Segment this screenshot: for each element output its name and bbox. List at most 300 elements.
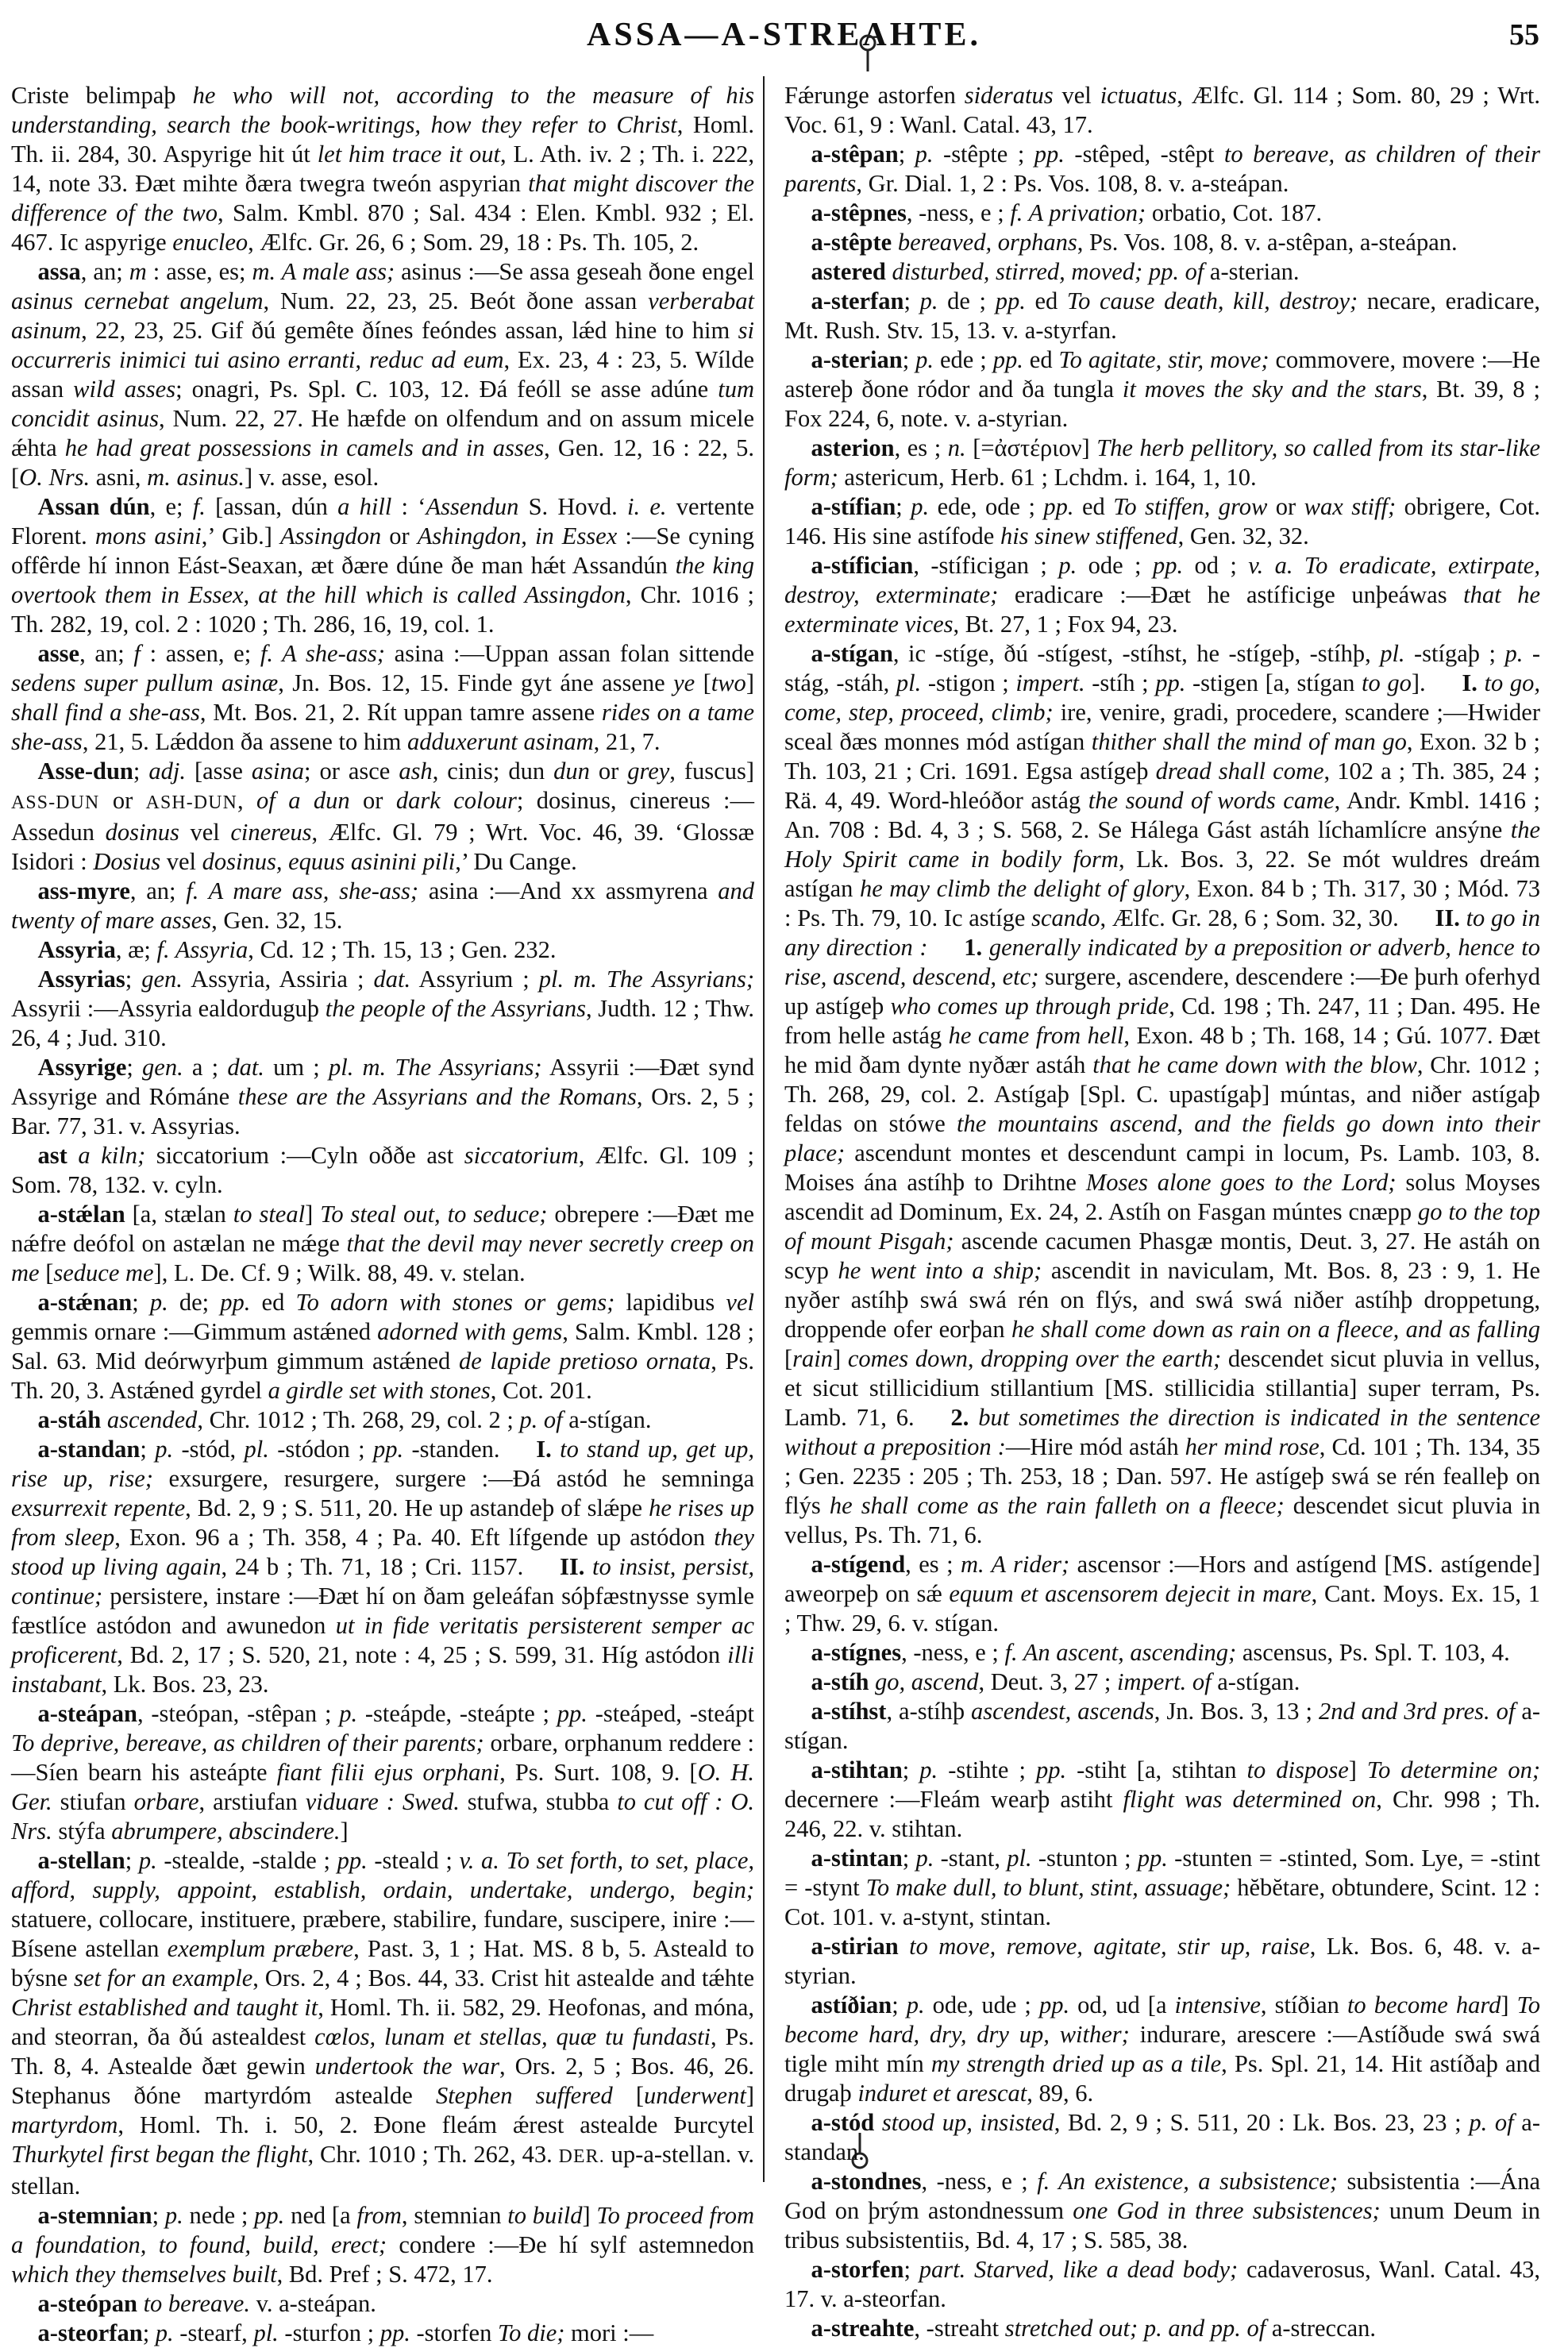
entry-text-run: pp. of: [1148, 258, 1204, 285]
entry-text-run: 1.: [964, 934, 983, 961]
entry-text-run: Assyrii :—Assyria ealdorduguþ: [11, 995, 326, 1022]
dictionary-entry: [784, 1550, 1540, 1638]
entry-text-run: , -streaht: [914, 2315, 1005, 2342]
entry-text-run: , Bd. 2, 9 ; S. 511, 20. He up astandeþ of slǽpe: [185, 1494, 649, 1521]
dictionary-entry: [784, 345, 1540, 434]
entry-text-run: gen.: [141, 966, 183, 993]
entry-text-run: [969, 1404, 978, 1431]
entry-text-run: f. A she-ass;: [260, 640, 385, 667]
dictionary-entry: [11, 492, 754, 639]
entry-text-run: a-stêpte: [811, 229, 892, 256]
dictionary-entry: [11, 877, 754, 935]
entry-text-run: , 102 a ; Th. 385, 24 ; Rä. 4, 49. Word-hleóðor astág: [784, 758, 1540, 814]
entry-text-run: : ‘: [391, 493, 426, 520]
entry-text-run: To determine on;: [1366, 1756, 1540, 1783]
entry-text-run: subsistentia :—Ána God on þrým astondnessum: [784, 2168, 1540, 2224]
entry-text-run: pp.: [1034, 141, 1065, 168]
entry-text-run: I.: [536, 1436, 552, 1463]
entry-text-run: [: [695, 669, 711, 696]
entry-text-run: pl. m. The Assyrians;: [538, 966, 754, 993]
entry-text-run: , Gen. 32, 32.: [1177, 522, 1309, 549]
entry-text-run: a-stífian: [811, 493, 896, 520]
entry-text-run: vel: [1053, 82, 1100, 109]
entry-text-run: v. a-steápan.: [249, 2290, 376, 2317]
entry-text-run: , Chr. 1016 ; Th. 282, 19, col. 2 : 1020 ; Th. 286, 16, 19, col. 1.: [11, 581, 754, 638]
entry-text-run: the king overtook them in Essex, at the hill which is called Assingdon: [11, 552, 754, 608]
page-number: 55: [1509, 18, 1539, 52]
entry-text-run: he who will not, according to the measure of his understanding, search the book-writings, how they refer to Christ: [11, 82, 754, 138]
entry-text-run: ]: [340, 1818, 349, 1845]
entry-text-run: , ic -stíge, ðú -stígest, -stíhst, he -stígeþ, -stíhþ,: [892, 640, 1381, 667]
entry-text-run: f. An ascent, ascending;: [1004, 1639, 1237, 1666]
entry-text-run: pl.: [1380, 640, 1405, 667]
entry-text-run: -sturfon ;: [278, 2319, 380, 2346]
entry-text-run: to build: [507, 2202, 583, 2229]
entry-text-run: ,’ Du Cange.: [455, 848, 577, 875]
entry-text-run: ;: [892, 1991, 907, 2018]
entry-text-run: , fuscus]: [669, 758, 754, 785]
entry-text-run: p.: [911, 493, 930, 520]
entry-text-run: surgere, ascendere, descendere :—Ðe þurh oferhyd up astígeþ: [784, 963, 1540, 1020]
dictionary-entry: [784, 287, 1540, 345]
entry-text-run: To steal out, to seduce;: [320, 1201, 548, 1228]
entry-text-run: -stealde, -stalde ;: [156, 1847, 337, 1874]
dictionary-entry: [11, 2289, 754, 2319]
dictionary-entry: [11, 1200, 754, 1288]
entry-text-run: a-sterian.: [1204, 258, 1300, 285]
entry-text-run: , an;: [80, 258, 129, 285]
entry-text-run: [=ἀστέριον]: [965, 434, 1097, 461]
entry-text-run: , Jn. Bos. 3, 13 ;: [1154, 1698, 1319, 1725]
entry-text-run: he shall come as the rain falleth on a fleece;: [829, 1492, 1285, 1519]
entry-text-run: , Cd. 101 ; Th. 134, 35 ; Gen. 2235 : 205 ; Th. 253, 18 ; Dan. 597. He astígeþ swá se rén fealleþ on flýs: [784, 1433, 1540, 1519]
entry-text-run: that the devil may never secretly creep on me: [11, 1230, 754, 1286]
entry-text-run: go, ascend: [875, 1668, 979, 1695]
entry-text-run: a-streccan.: [1266, 2315, 1377, 2342]
entry-text-run: sedens super pullum asinæ: [11, 669, 279, 696]
entry-text-run: , -ness, e ;: [906, 199, 1011, 226]
entry-text-run: -stant,: [934, 1845, 1007, 1872]
entry-text-run: exsurrexit repente: [11, 1494, 186, 1521]
entry-text-run: od, ud [a: [1069, 1991, 1175, 2018]
entry-text-run: Assyrias: [37, 966, 125, 993]
entry-text-run: Assyrium ;: [410, 966, 539, 993]
dictionary-entry: [11, 1053, 754, 1141]
entry-text-run: thither shall the mind of man go: [1091, 728, 1407, 755]
entry-text-run: , 21, 5. Lǽddon ða assene to him: [82, 728, 407, 755]
entry-text-run: p.: [915, 1845, 934, 1872]
dictionary-entry: [11, 935, 754, 965]
entry-text-run: f: [133, 640, 141, 667]
entry-text-run: , Ps. Spl. 21, 14. Hit astíðaþ and drugaþ: [784, 2050, 1540, 2107]
entry-text-run: fiant filii ejus orphani: [276, 1759, 500, 1786]
entry-text-run: ;: [142, 2319, 156, 2346]
entry-text-run: his sinew stiffened: [1000, 522, 1178, 549]
entry-text-run: ;: [903, 2256, 919, 2283]
entry-text-run: [: [784, 1345, 793, 1372]
entry-text-run: he went into a ship;: [838, 1257, 1042, 1284]
entry-text-run: astered: [811, 258, 886, 285]
entry-text-run: p.: [155, 1436, 174, 1463]
entry-text-run: , stemnian: [401, 2202, 508, 2229]
entry-text-run: Assan dún: [37, 493, 150, 520]
entry-text-run: sideratus: [964, 82, 1054, 109]
entry-text-run: disturbed, stirred, moved;: [892, 258, 1143, 285]
entry-text-run: tum concidit asinus: [11, 376, 754, 432]
entry-text-run: [982, 934, 989, 961]
entry-text-run: , arstiufan: [198, 1788, 306, 1815]
entry-text-run: up-a-stellan. v. stellan.: [11, 2141, 754, 2200]
entry-text-run: obrepere :—Ðæt me nǽfre deófol on astælan ne mǽge: [11, 1201, 754, 1257]
entry-text-run: pp.: [992, 346, 1023, 373]
entry-text-run: a-stífician: [811, 552, 914, 579]
entry-text-run: [a, stælan: [125, 1201, 233, 1228]
entry-text-run: pl. m. The Assyrians;: [328, 1054, 542, 1081]
dictionary-entry: [784, 492, 1540, 551]
entry-text-run: asinus cernebat angelum: [11, 287, 264, 314]
entry-text-run: ed: [1023, 346, 1059, 373]
entry-text-run: , Homl. Th. ii. 582, 29. Heofonas, and móna, and steorran, ða ðú astealdest: [11, 1994, 754, 2050]
entry-text-run: he rises up from sleep: [11, 1494, 754, 1551]
entry-text-run: pp.: [379, 2319, 410, 2346]
entry-text-run: ast: [37, 1142, 67, 1169]
entry-text-run: to become hard: [1346, 1991, 1501, 2018]
entry-text-run: a-stód: [811, 2109, 875, 2136]
entry-text-run: which they themselves built: [11, 2261, 277, 2288]
entry-text-run: undertook the war: [314, 2053, 499, 2080]
entry-text-run: comes down, dropping over the earth;: [847, 1345, 1222, 1372]
entry-text-run: II.: [559, 1553, 585, 1580]
entry-text-run: , e;: [149, 493, 193, 520]
entry-text-run: -stód,: [173, 1436, 245, 1463]
entry-text-run: , Salm. Kmbl. 870 ; Sal. 434 : Elen. Kmbl. 932 ; El. 467. Ic aspyrige: [11, 199, 754, 256]
entry-text-run: asina :—Uppan assan folan sittende: [384, 640, 754, 667]
entry-text-run: , an;: [129, 877, 187, 904]
entry-text-run: to dispose: [1246, 1756, 1349, 1783]
dictionary-entry: [784, 257, 1540, 287]
entry-text-run: [584, 1553, 592, 1580]
entry-text-run: , Num. 22, 27. He hæfde on olfendum and on assum micele ǽhta: [11, 405, 754, 461]
entry-text-run: verberabat asinum: [11, 287, 754, 344]
entry-text-run: wax stiff;: [1304, 493, 1397, 520]
entry-text-run: ].: [1411, 669, 1426, 696]
entry-text-run: seduce me: [53, 1259, 154, 1286]
entry-text-run: [892, 229, 898, 256]
entry-text-run: ed: [1073, 493, 1114, 520]
entry-text-run: p.: [906, 1991, 925, 2018]
entry-text-run: ]: [1501, 1991, 1517, 2018]
entry-text-run: -stág, -stáh,: [784, 640, 1540, 696]
dictionary-entry: [784, 1668, 1540, 1697]
entry-text-run: dread shall come: [1155, 758, 1324, 785]
entry-text-run: p. of: [519, 1406, 563, 1433]
entry-text-run: O. Nrs.: [19, 464, 91, 491]
entry-text-run: asni,: [90, 464, 148, 491]
entry-text-run: impert. of: [1117, 1668, 1212, 1695]
entry-text-run: indurare, arescere :—Astíðude swá swá tigle miht mín: [784, 2021, 1540, 2077]
entry-text-run: -stêped, -stêpt: [1064, 141, 1224, 168]
entry-text-run: Fǽrunge astorfen: [784, 82, 965, 109]
entry-text-run: of a dun: [256, 787, 350, 814]
entry-text-run: ;: [898, 141, 915, 168]
entry-text-run: mori :—: [564, 2319, 654, 2346]
entry-text-run: a-stíhst: [811, 1698, 887, 1725]
entry-text-run: , Ex. 23, 4 : 23, 5. Wílde assan: [11, 346, 755, 403]
dictionary-entry: [784, 551, 1540, 639]
entry-text-run: the mountains ascend, and the fields go down into their place;: [784, 1110, 1540, 1166]
entry-text-run: f. Assyria: [156, 936, 248, 963]
entry-text-run: p.: [919, 287, 938, 314]
dictionary-entry: [784, 1991, 1540, 2108]
entry-text-run: ascended: [106, 1406, 198, 1433]
entry-text-run: , Bd. Pref ; S. 472, 17.: [276, 2261, 493, 2288]
dictionary-entry: [11, 639, 754, 757]
entry-text-run: , Ors. 2, 5 ; Bar. 77, 31. v. Assyrias.: [11, 1083, 754, 1139]
entry-text-run: siccatorium :—Cyln oððe ast: [145, 1142, 464, 1169]
entry-text-run: ned [a: [284, 2202, 357, 2229]
dictionary-entry: [784, 199, 1540, 228]
entry-text-run: enucleo: [172, 229, 248, 256]
entry-text-run: f. A privation;: [1010, 199, 1146, 226]
entry-text-run: , Homl. Th. ii. 284, 30. Aspyrige hit út: [11, 111, 754, 168]
entry-text-run: -stódon ;: [268, 1436, 374, 1463]
entry-text-run: intensive: [1174, 1991, 1261, 2018]
entry-text-run: astericum, Herb. 61 ; Lchdm. i. 164, 1, 10.: [838, 464, 1257, 491]
entry-text-run: , Homl. Th. i. 50, 2. Ðone fleám ǽrest astealde Þurcytel: [118, 2111, 754, 2138]
entry-text-run: -storfen: [410, 2319, 498, 2346]
entry-text-run: ode, ude ;: [924, 1991, 1039, 2018]
entry-text-run: DER.: [558, 2146, 605, 2167]
entry-text-run: a kiln;: [78, 1142, 146, 1169]
entry-text-run: stiufan: [52, 1788, 134, 1815]
entry-text-run: [874, 2109, 882, 2136]
entry-text-run: Assyria, Assiria ;: [182, 966, 374, 993]
entry-text-run: , Mt. Bos. 21, 2. Rít uppan tamre assene: [199, 699, 602, 726]
dictionary-entry: [784, 1932, 1540, 1991]
entry-text-run: [395, 1788, 403, 1815]
entry-text-run: ;: [140, 1436, 156, 1463]
entry-text-run: my strength dried up as a tile: [930, 2050, 1222, 2077]
entry-text-run: that he came down with the blow: [1092, 1051, 1417, 1078]
dictionary-entry: [784, 2255, 1540, 2314]
entry-text-run: pp.: [337, 1847, 368, 1874]
dictionary-entry: [784, 1638, 1540, 1668]
entry-text-run: a-stíh: [811, 1668, 869, 1695]
entry-text-run: a-steorfan: [37, 2319, 143, 2346]
entry-text-run: let him trace it out: [317, 141, 500, 168]
entry-text-run: stufwa, stubba: [459, 1788, 618, 1815]
entry-text-run: um ;: [264, 1054, 329, 1081]
entry-text-run: flight was determined on: [1123, 1786, 1377, 1813]
entry-text-run: ASS-DUN: [11, 792, 100, 813]
entry-text-run: , Exon. 96 a ; Th. 358, 4 ; Pa. 40. Eft lífgende up astódon: [114, 1524, 715, 1551]
entry-text-run: to bereave.: [143, 2290, 250, 2317]
entry-text-run: si occurreris inimici tui asino erranti, reduc ad eum: [11, 317, 754, 373]
entry-text-run: To agitate, stir, move;: [1058, 346, 1269, 373]
entry-text-run: asina: [251, 758, 304, 785]
entry-text-run: ]: [1348, 1756, 1367, 1783]
entry-text-run: ; onagri, Ps. Spl. C. 103, 12. Ðá feóll se asse adúne: [175, 376, 719, 403]
entry-text-run: condere :—Ðe hí sylf astemnedon: [386, 2231, 754, 2258]
entry-text-run: rain: [792, 1345, 834, 1372]
entry-text-run: de ;: [938, 287, 996, 314]
entry-text-run: ede ;: [934, 346, 993, 373]
entry-text-run: they stood up living again: [11, 1524, 754, 1580]
entry-text-run: a hill: [337, 493, 392, 520]
entry-text-run: ]: [745, 669, 754, 696]
entry-text-run: , Num. 22, 23, 25. Beót ðone assan: [263, 287, 649, 314]
entry-text-run: , L. Ath. iv. 2 ; Th. i. 222, 14, note 33. Ðæt mihte ðæra twegra tweón aspyrian: [11, 141, 754, 197]
dictionary-entry: [11, 1699, 754, 1846]
entry-text-run: To stiffen, grow: [1113, 493, 1268, 520]
dictionary-entry: [784, 2167, 1540, 2255]
entry-text-run: , a-stíhþ: [886, 1698, 972, 1725]
column-divider-rule: [763, 76, 765, 2182]
entry-text-run: p.: [138, 1847, 157, 1874]
entry-text-run: , Jn. Bos. 12, 15. Finde gyt áne assene: [278, 669, 674, 696]
dictionary-entry: [11, 1141, 754, 1200]
entry-text-run: To proceed from a foundation, to found, build, erect;: [11, 2202, 754, 2258]
entry-text-run: stýfa: [52, 1818, 112, 1845]
entry-text-run: to cut off :: [617, 1788, 723, 1815]
entry-text-run: , Deut. 3, 27 ;: [978, 1668, 1118, 1695]
entry-text-run: ]: [305, 1201, 321, 1228]
entry-text-run: f. A mare ass, she-ass;: [186, 877, 419, 904]
entry-text-run: asina :—And xx assmyrena: [418, 877, 719, 904]
entry-text-run: [137, 2290, 144, 2317]
entry-text-run: Swed.: [402, 1788, 460, 1815]
entry-text-run: -steáped, -steápt: [587, 1700, 755, 1727]
entry-text-run: induret et arescat: [857, 2080, 1027, 2107]
entry-text-run: ascensor :—Hors and astígend [MS. astígende] aweorpeþ on sǽ: [784, 1551, 1540, 1607]
entry-text-run: a-stígan.: [784, 1698, 1541, 1754]
entry-text-run: p.: [915, 141, 934, 168]
entry-text-run: Assingdon: [280, 522, 382, 549]
entry-text-run: [1138, 2315, 1144, 2342]
entry-text-run: equum et ascensorem dejecit in mare: [949, 1580, 1312, 1607]
entry-text-run: ], L. De. Cf. 9 ; Wilk. 88, 49. v. stelan.: [153, 1259, 526, 1286]
entry-text-run: vel: [179, 819, 231, 846]
entry-text-run: m. A rider;: [961, 1551, 1070, 1578]
entry-text-run: or: [99, 787, 146, 814]
entry-text-run: p.: [919, 1756, 938, 1783]
entry-text-run: dosinus, equus asinini pili: [202, 848, 456, 875]
entry-text-run: a ;: [183, 1054, 228, 1081]
entry-text-run: II.: [1435, 904, 1460, 931]
entry-text-run: stretched out;: [1004, 2315, 1138, 2342]
entry-text-run: [101, 1406, 107, 1433]
dictionary-entry: [784, 1844, 1540, 1932]
entry-text-run: , Exon. 48 b ; Th. 168, 14 ; Gú. 1077. Ðæt he mid ðam dynte nyðær astáh: [784, 1022, 1540, 1078]
entry-text-run: dat.: [227, 1054, 264, 1081]
entry-text-run: siccatorium: [464, 1142, 579, 1169]
entry-text-run: scando: [1031, 904, 1100, 931]
entry-text-run: to bereave, as children of their parents: [784, 141, 1540, 197]
entry-text-run: ;: [152, 2202, 165, 2229]
entry-text-run: ed: [250, 1289, 296, 1316]
entry-text-run: de lapide pretioso ornata: [458, 1347, 711, 1374]
entry-text-run: gemmis ornare :—Gimmum astǽned: [11, 1318, 378, 1345]
entry-text-run: shall find a she-ass: [11, 699, 200, 726]
entry-text-run: exemplum præbere: [167, 1935, 354, 1962]
entry-text-run: martyrdom: [11, 2111, 118, 2138]
entry-text-run: mons asini: [94, 522, 202, 549]
entry-text-run: a-storfen: [811, 2256, 904, 2283]
entry-text-run: ;: [132, 1289, 150, 1316]
entry-text-run: -stunton ;: [1031, 1845, 1138, 1872]
entry-text-run: Criste belimpaþ: [11, 82, 193, 109]
entry-text-run: statuere, collocare, instituere, præbere, stabilire, fundare, suscipere, inire :—Bísene astellan: [11, 1906, 754, 1962]
entry-text-run: , Lk. Bos. 23, 23.: [101, 1671, 269, 1698]
entry-text-run: dat.: [373, 966, 411, 993]
entry-text-run: , 24 b ; Th. 71, 18 ; Cri. 1157.: [221, 1553, 524, 1580]
entry-text-run: ;: [125, 966, 142, 993]
entry-text-run: Moses alone goes to the Lord;: [1085, 1169, 1397, 1196]
entry-text-run: Assyrige: [37, 1054, 127, 1081]
entry-text-run: p.: [155, 2319, 174, 2346]
entry-text-run: , Ps. Vos. 108, 8. v. a-stêpan, a-steápan.: [1077, 229, 1458, 256]
entry-text-run: from: [356, 2202, 402, 2229]
dictionary-entry: [11, 1846, 754, 2201]
entry-text-run: eradicare :—Ðæt he astíficige unþeáwas: [998, 581, 1464, 608]
entry-text-run: , stíðian: [1260, 1991, 1347, 2018]
entry-text-run: one God in three subsistences;: [1073, 2197, 1381, 2224]
entry-text-run: that he exterminate vices: [784, 581, 1540, 638]
entry-text-run: ede, ode ;: [929, 493, 1044, 520]
entry-text-run: , Andr. Kmbl. 1416 ; An. 708 : Bd. 4, 3 ; S. 568, 2. Se Hálega Gást astáh líchamlícre ansýne: [784, 787, 1541, 843]
entry-text-run: , 21, 7.: [593, 728, 661, 755]
entry-text-run: To become hard, dry, dry up, wither;: [784, 1991, 1540, 2048]
entry-text-run: solus Moyses ascendit ad Dominum, Ex. 24, 2. Astíh on Fasgan múntes cnæpp: [784, 1169, 1540, 1225]
entry-text-run: , Ps. Th. 20, 3. Astǽned gyrdel: [11, 1347, 754, 1404]
entry-text-run: , Gen. 12, 16 : 22, 5. [: [11, 434, 754, 491]
dictionary-entry: [784, 81, 1540, 140]
entry-text-run: cœlos, lunam et stellas, quæ tu fundasti: [314, 2023, 711, 2050]
entry-text-run: grey: [627, 758, 670, 785]
entry-text-run: , Past. 3, 1 ; Hat. MS. 8 b, 5. Asteald to býsne: [11, 1935, 754, 1991]
entry-text-run: pp.: [1152, 552, 1184, 579]
entry-text-run: orbatio, Cot. 187.: [1146, 199, 1323, 226]
entry-text-run: , Ors. 2, 4 ; Bos. 44, 33. Crist hit astealde and tǽhte: [252, 1964, 754, 1991]
entry-text-run: f. An existence, a subsistence;: [1037, 2168, 1339, 2195]
entry-text-run: -stunten = -stinted, Som. Lye, = -stint = -stynt: [784, 1845, 1540, 1901]
entry-text-run: ASH-DUN: [145, 792, 237, 813]
entry-text-run: necare, eradicare, Mt. Rush. Stv. 15, 13. v. a-styrfan.: [784, 287, 1541, 344]
entry-text-run: Stephen suffered: [435, 2082, 613, 2109]
entry-text-run: a-stígan.: [562, 1406, 652, 1433]
page-title: ASSA—A-STREAHTE.: [587, 17, 981, 53]
entry-text-run: , Ælfc. Gl. 109 ; Som. 78, 132. v. cyln.: [11, 1142, 754, 1198]
entry-text-run: , Judth. 12 ; Thw. 26, 4 ; Jud. 310.: [11, 995, 754, 1051]
entry-text-run: [869, 1668, 875, 1695]
entry-text-run: , Ors. 2, 5 ; Bos. 46, 26. Stephanus ðóne martyrdóm astealde: [11, 2053, 754, 2109]
entry-text-run: , es ;: [905, 1551, 961, 1578]
entry-text-run: a-stêpan: [811, 141, 899, 168]
entry-text-run: two: [711, 669, 746, 696]
entry-text-run: ; or asce: [304, 758, 399, 785]
entry-text-run: a-steópan: [37, 2290, 137, 2317]
entry-text-run: v. a. To set forth, to set, place, afford, supply, appoint, establish, ordain, undertake, undergo, begin;: [11, 1847, 754, 1903]
entry-text-run: ye: [673, 669, 695, 696]
dictionary-entry: [11, 257, 754, 492]
entry-text-run: pp.: [373, 1436, 404, 1463]
entry-text-run: Christ established and taught it: [11, 1994, 318, 2021]
entry-text-run: To deprive, bereave, as children of their parents;: [11, 1729, 484, 1756]
entry-text-run: ed: [1025, 287, 1067, 314]
entry-text-run: assa: [37, 258, 81, 285]
entry-text-run: ire, venire, gradi, procedere, scandere ;—Hwider sceal ðæs monnes mód astígan: [784, 699, 1540, 755]
entry-text-run: , æ;: [115, 936, 157, 963]
